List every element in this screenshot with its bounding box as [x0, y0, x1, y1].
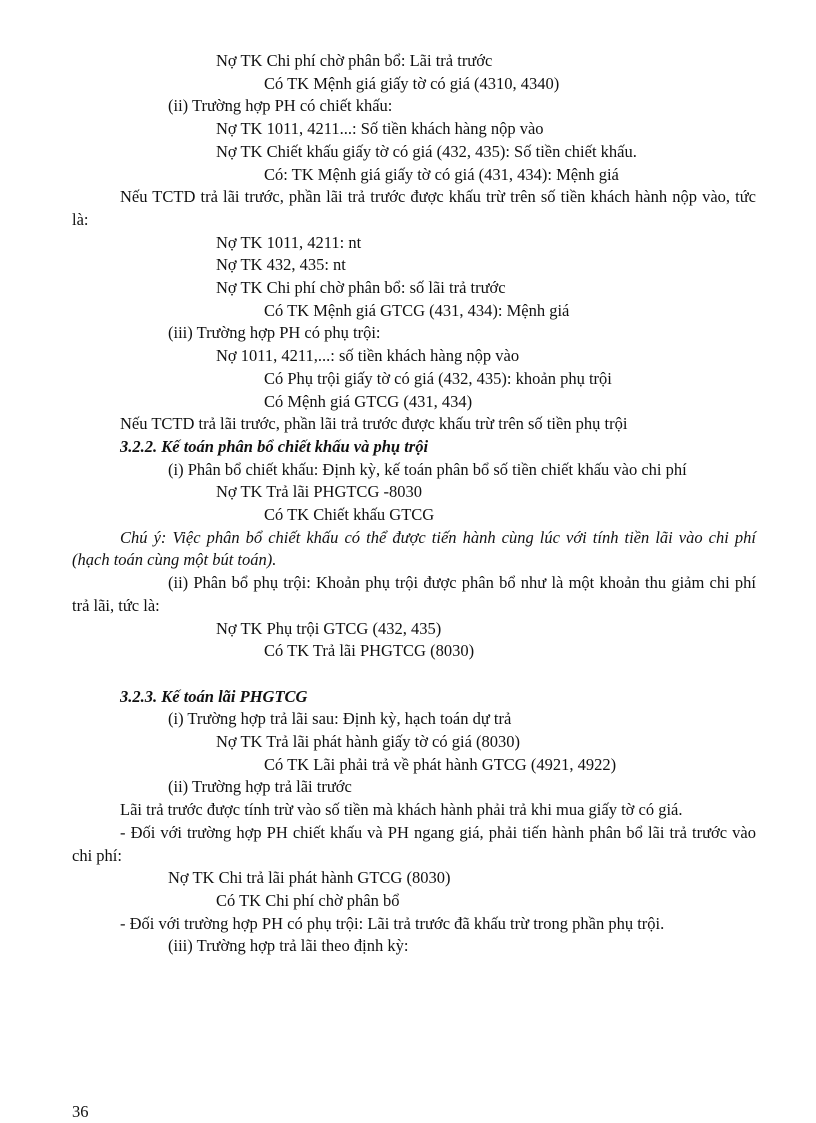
entry-line: Nợ TK 432, 435: nt: [216, 255, 346, 275]
note-paragraph: Chú ý: Việc phân bổ chiết khấu có thể được tiến hành cùng lúc với tính tiền lãi vào chi phí (hạch toán cùng một bút toán).: [72, 527, 756, 570]
paragraph: Nếu TCTD trả lãi trước, phần lãi trả trước được khấu trừ trên số tiền phụ trội: [120, 414, 628, 434]
paragraph: - Đối với trường hợp PH chiết khấu và PH ngang giá, phải tiến hành phân bổ lãi trả trước vào chi phí:: [72, 822, 756, 865]
entry-line: Có TK Chiết khấu GTCG: [264, 505, 435, 525]
entry-line: Có TK Chi phí chờ phân bổ: [216, 891, 400, 910]
entry-line: Có Mệnh giá GTCG (431, 434): [264, 391, 473, 411]
entry-line: Nợ TK 1011, 4211...: Số tiền khách hàng nộp vào: [216, 119, 544, 139]
entry-line: Nợ TK Chi phí chờ phân bổ: số lãi trả trước: [216, 278, 506, 298]
paragraph: (ii) Phân bổ phụ trội: Khoản phụ trội được phân bổ như là một khoản thu giảm chi phí trả lãi, tức là:: [72, 573, 756, 615]
entry-line: Nợ TK Trả lãi phát hành giấy tờ có giá (8030): [216, 732, 521, 752]
entry-line: Nợ TK Chi phí chờ phân bổ: Lãi trả trước: [216, 51, 493, 70]
spacer: [72, 663, 756, 686]
entry-line: Có Phụ trội giấy tờ có giá (432, 435): khoản phụ trội: [264, 368, 612, 388]
paragraph: Nếu TCTD trả lãi trước, phần lãi trả trước được khấu trừ trên số tiền khách hành nộp vào, tức là:: [72, 187, 756, 229]
entry-line: Nợ TK Trả lãi PHGTCG -8030: [216, 482, 422, 502]
entry-line: Có: TK Mệnh giá giấy tờ có giá (431, 434): Mệnh giá: [264, 164, 619, 184]
document-page: [72, 50, 756, 958]
entry-line: Có TK Trả lãi PHGTCG (8030): [264, 641, 475, 661]
case-line: (iii) Trường hợp PH có phụ trội:: [168, 323, 381, 343]
entry-line: Có TK Mệnh giá giấy tờ có giá (4310, 4340): [264, 73, 560, 93]
section-heading: 3.2.2. Kế toán phân bổ chiết khấu và phụ trội: [120, 436, 429, 456]
entry-line: Có TK Lãi phải trả về phát hành GTCG (4921, 4922): [264, 754, 617, 774]
entry-line: Nợ 1011, 4211,...: số tiền khách hàng nộp vào: [216, 346, 520, 366]
paragraph: Lãi trả trước được tính trừ vào số tiền mà khách hành phải trả khi mua giấy tờ có giá.: [120, 800, 683, 820]
entry-line: Nợ TK 1011, 4211: nt: [216, 232, 362, 252]
paragraph: (i) Phân bổ chiết khấu: Định kỳ, kế toán phân bổ số tiền chiết khấu vào chi phí: [168, 459, 687, 479]
case-line: (i) Trường hợp trả lãi sau: Định kỳ, hạch toán dự trả: [168, 709, 512, 729]
case-line: (iii) Trường hợp trả lãi theo định kỳ:: [168, 936, 409, 956]
section-heading: 3.2.3. Kế toán lãi PHGTCG: [120, 686, 308, 706]
paragraph: - Đối với trường hợp PH có phụ trội: Lãi trả trước đã khấu trừ trong phần phụ trội.: [120, 913, 665, 933]
case-line: (ii) Trường hợp trả lãi trước: [168, 777, 352, 797]
entry-line: Nợ TK Chi trả lãi phát hành GTCG (8030): [168, 868, 451, 888]
entry-line: Nợ TK Chiết khấu giấy tờ có giá (432, 435): Số tiền chiết khấu.: [216, 141, 637, 161]
page-number: 36: [72, 1102, 89, 1121]
case-line: (ii) Trường hợp PH có chiết khấu:: [168, 96, 393, 116]
entry-line: Nợ TK Phụ trội GTCG (432, 435): [216, 618, 442, 638]
entry-line: Có TK Mệnh giá GTCG (431, 434): Mệnh giá: [264, 300, 570, 320]
